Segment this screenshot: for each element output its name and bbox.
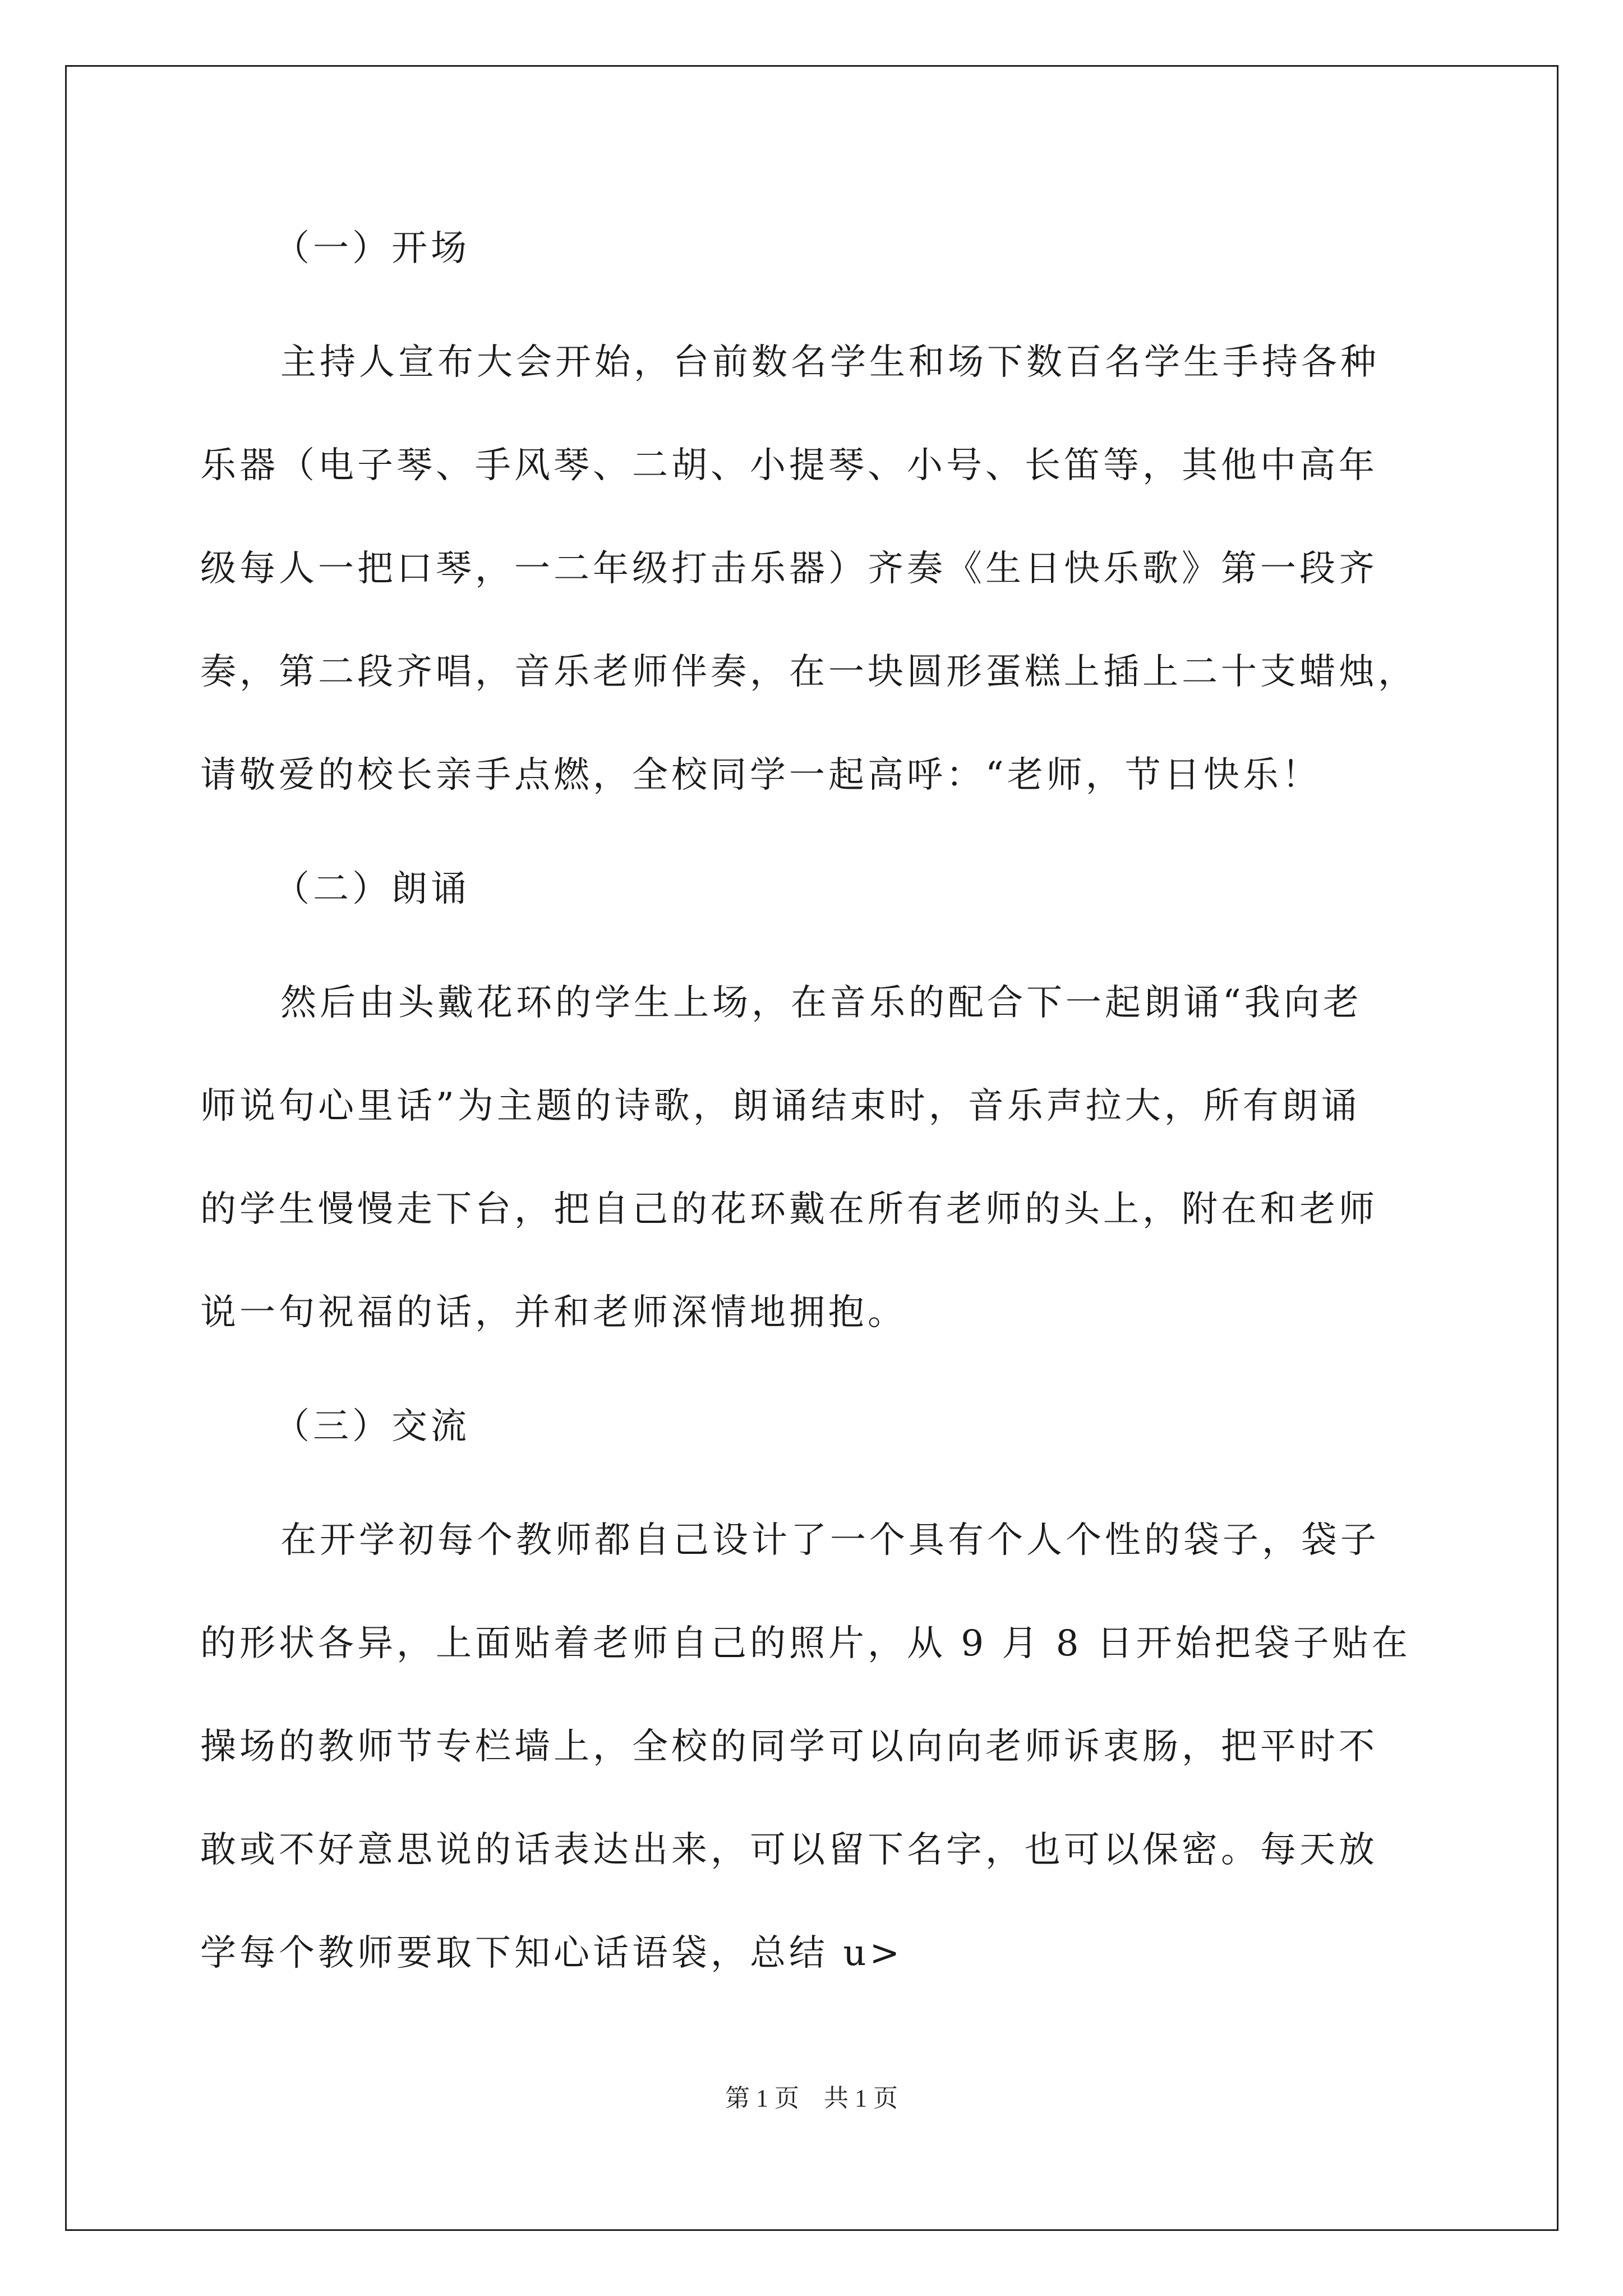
paragraph-line: 师说句心里话”为主题的诗歌，朗诵结束时，音乐声拉大，所有朗诵 xyxy=(200,1085,1361,1127)
page-number-footer: 第 1 页 共 1 页 xyxy=(725,2085,898,2112)
section-heading-exchange: （三）交流 xyxy=(274,1406,470,1447)
paragraph-line: 级每人一把口琴，一二年级打击乐器）齐奏《生日快乐歌》第一段齐 xyxy=(200,548,1378,590)
paragraph-line: 说一句祝福的话，并和老师深情地拥抱。 xyxy=(200,1292,907,1333)
section-heading-opening: （一）开场 xyxy=(274,228,470,269)
paragraph-line: 乐器（电子琴、手风琴、二胡、小提琴、小号、长笛等，其他中高年 xyxy=(200,445,1378,486)
paragraph-line: 然后由头戴花环的学生上场，在音乐的配合下一起朗诵“我向老 xyxy=(280,982,1362,1024)
page-border xyxy=(65,65,1559,2231)
paragraph-line: 主持人宣布大会开始，台前数名学生和场下数百名学生手持各种 xyxy=(280,342,1380,383)
paragraph-line: 的学生慢慢走下台，把自己的花环戴在所有老师的头上，附在和老师 xyxy=(200,1189,1378,1230)
paragraph-line: 的形状各异，上面贴着老师自己的照片，从 9 月 8 日开始把袋子贴在 xyxy=(200,1623,1411,1664)
paragraph-line: 奏，第二段齐唱，音乐老师伴奏，在一块圆形蛋糕上插上二十支蜡烛， xyxy=(200,651,1417,693)
paragraph-line: 操场的教师节专栏墙上，全校的同学可以向向老师诉衷肠，把平时不 xyxy=(200,1726,1378,1768)
paragraph-line: 学每个教师要取下知心话语袋，总结 u> xyxy=(200,1932,903,1974)
paragraph-line: 请敬爱的校长亲手点燃，全校同学一起高呼：“老师，节日快乐！ xyxy=(200,754,1321,796)
section-heading-recitation: （二）朗诵 xyxy=(274,868,470,910)
paragraph-line: 敢或不好意思说的话表达出来，可以留下名字，也可以保密。每天放 xyxy=(200,1829,1378,1871)
paragraph-line: 在开学初每个教师都自己设计了一个具有个人个性的袋子，袋子 xyxy=(280,1520,1380,1561)
